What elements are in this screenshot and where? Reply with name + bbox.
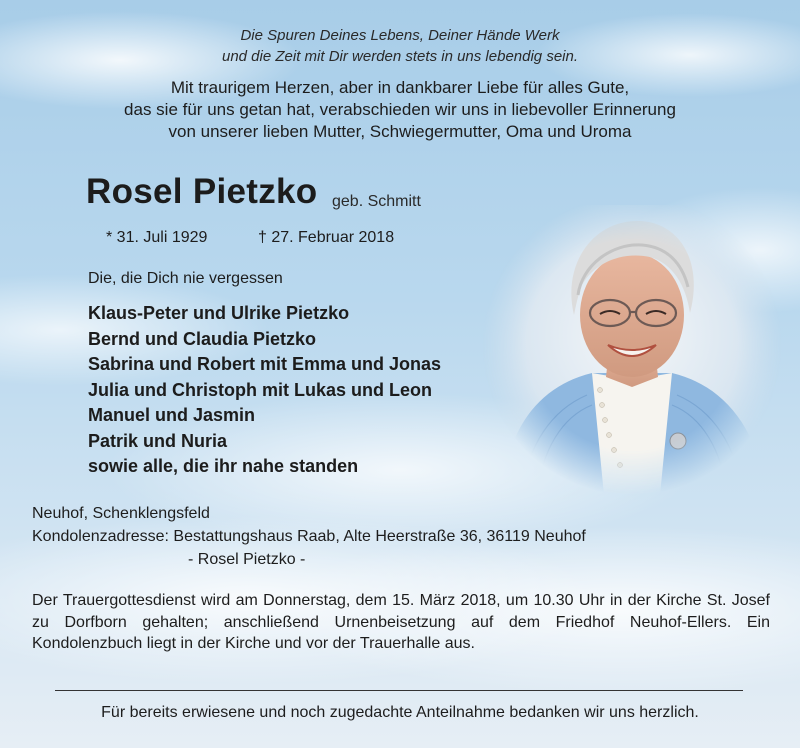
- blouse-shape: [592, 373, 672, 495]
- divider: [55, 690, 743, 691]
- portrait-photo: [482, 205, 782, 495]
- mourners-intro: Die, die Dich nie vergessen: [88, 270, 283, 287]
- family-member: Julia und Christoph mit Lukas und Leon: [88, 379, 433, 400]
- verse-line-1: Die Spuren Deines Lebens, Deiner Hände Werk: [240, 27, 560, 44]
- portrait-image: [482, 205, 782, 495]
- verse-line-2: und die Zeit mit Dir werden stets in uns lebendig sein.: [221, 48, 578, 65]
- condolence-address: Kondolenzadresse: Bestattungshaus Raab, Alte Heerstraße 36, 36119 Neuhof: [32, 528, 586, 545]
- intro-line-3: von unserer lieben Mutter, Schwiegermutter, Oma und Uroma: [168, 122, 632, 141]
- family-member: Sabrina und Robert mit Emma und Jonas: [88, 354, 442, 374]
- family-member: Bernd und Claudia Pietzko: [88, 328, 317, 349]
- family-list: [88, 301, 441, 480]
- family-member: Patrik und Nuria: [88, 430, 228, 451]
- birth-date: * 31. Juli 1929: [106, 229, 208, 246]
- death-date: † 27. Februar 2018: [258, 229, 395, 246]
- family-member: Manuel und Jasmin: [88, 405, 256, 425]
- intro-text: [0, 77, 800, 143]
- face: [580, 253, 684, 377]
- family-member: sowie alle, die ihr nahe standen: [88, 456, 359, 476]
- birth-name: geb. Schmitt: [332, 193, 421, 210]
- brooch: [670, 433, 686, 449]
- location: Neuhof, Schenklengsfeld: [32, 505, 210, 522]
- condolence-reference: - Rosel Pietzko -: [188, 551, 306, 568]
- thanks-text: Für bereits erwiesene und noch zugedachte Anteilnahme bedanken wir uns herzlich.: [101, 704, 699, 721]
- deceased-name: Rosel Pietzko: [86, 172, 318, 211]
- intro-line-1: Mit traurigem Herzen, aber in dankbarer Liebe für alles Gute,: [170, 78, 630, 97]
- verse: [0, 25, 800, 67]
- family-member: Klaus-Peter und Ulrike Pietzko: [88, 303, 350, 323]
- service-info: Der Trauergottesdienst wird am Donnerstag, dem 15. März 2018, um 10.30 Uhr in der Kirche St. Josef zu Dorfborn gehalten; anschließend Urnenbeisetzung auf dem Friedhof Neuhof-Ellers. Ein Kondolenzbuch liegt in der Kirche und vor der Trauerhalle aus.: [32, 592, 770, 652]
- intro-line-2: das sie für uns getan hat, verabschieden wir uns in liebevoller Erinnerung: [124, 100, 676, 119]
